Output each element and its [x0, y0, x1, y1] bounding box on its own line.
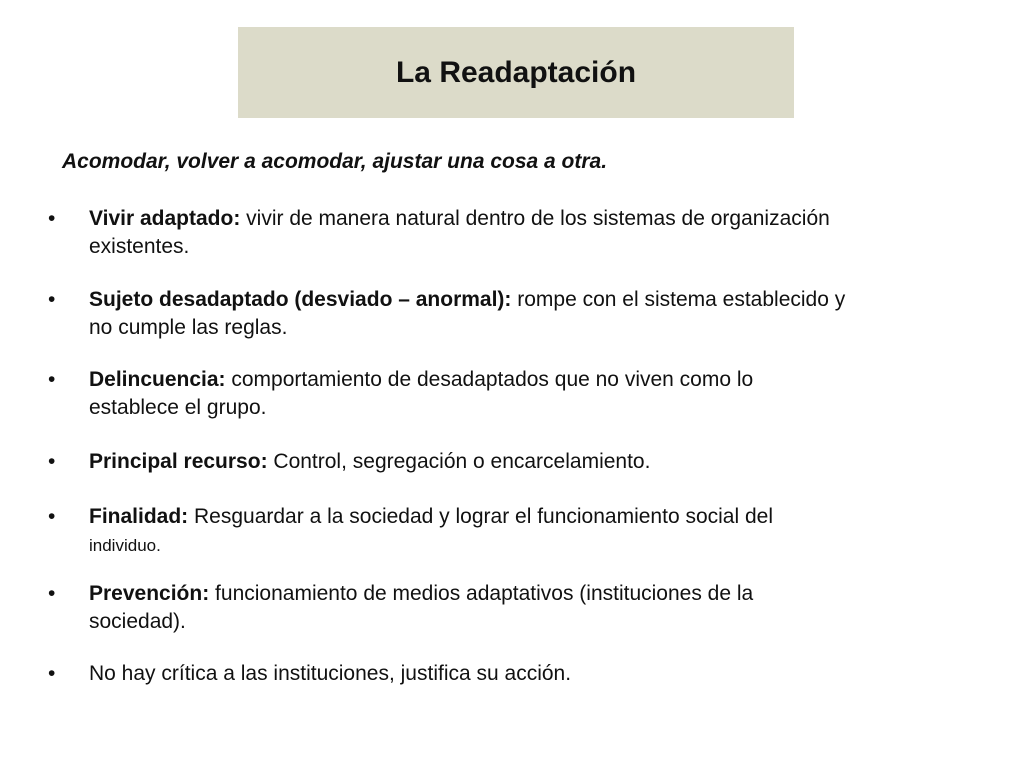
- title-banner: [238, 27, 794, 118]
- bullet-dot-icon: •: [48, 368, 56, 391]
- bullet-text-continued: existentes.: [89, 235, 190, 258]
- bullet-label: Principal recurso:: [89, 450, 268, 473]
- bullet-text-continued: individuo.: [89, 536, 161, 555]
- bullet-text: Control, segregación o encarcelamiento.: [267, 450, 651, 473]
- bullet-text-continued: no cumple las reglas.: [89, 316, 288, 339]
- bullet-dot-icon: •: [48, 662, 56, 685]
- bullet-text: comportamiento de desadaptados que no viven como lo: [225, 368, 754, 391]
- bullet-dot-icon: •: [48, 207, 56, 230]
- bullet-dot-icon: •: [48, 450, 56, 473]
- slide-title: La Readaptación: [395, 55, 637, 89]
- bullet-label: Finalidad:: [89, 505, 189, 528]
- bullet-dot-icon: •: [48, 288, 56, 311]
- bullet-dot-icon: •: [48, 505, 56, 528]
- bullet-text: funcionamiento de medios adaptativos (instituciones de la: [209, 582, 754, 605]
- bullet-label: Sujeto desadaptado (desviado – anormal):: [89, 288, 512, 311]
- bullet-dot-icon: •: [48, 582, 56, 605]
- bullet-label: Delincuencia:: [89, 368, 226, 391]
- bullet-text: No hay crítica a las instituciones, justifica su acción.: [89, 662, 572, 685]
- bullet-text: Resguardar a la sociedad y lograr el funcionamiento social del: [188, 505, 774, 528]
- bullet-text-continued: establece el grupo.: [89, 396, 267, 419]
- slide-subtitle: Acomodar, volver a acomodar, ajustar una cosa a otra.: [62, 150, 608, 173]
- bullet-label: Prevención:: [89, 582, 210, 605]
- bullet-text: vivir de manera natural dentro de los sistemas de organización: [240, 207, 830, 230]
- bullet-text-continued: sociedad).: [89, 610, 186, 633]
- bullet-label: Vivir adaptado:: [89, 207, 241, 230]
- bullet-text: rompe con el sistema establecido y: [511, 288, 846, 311]
